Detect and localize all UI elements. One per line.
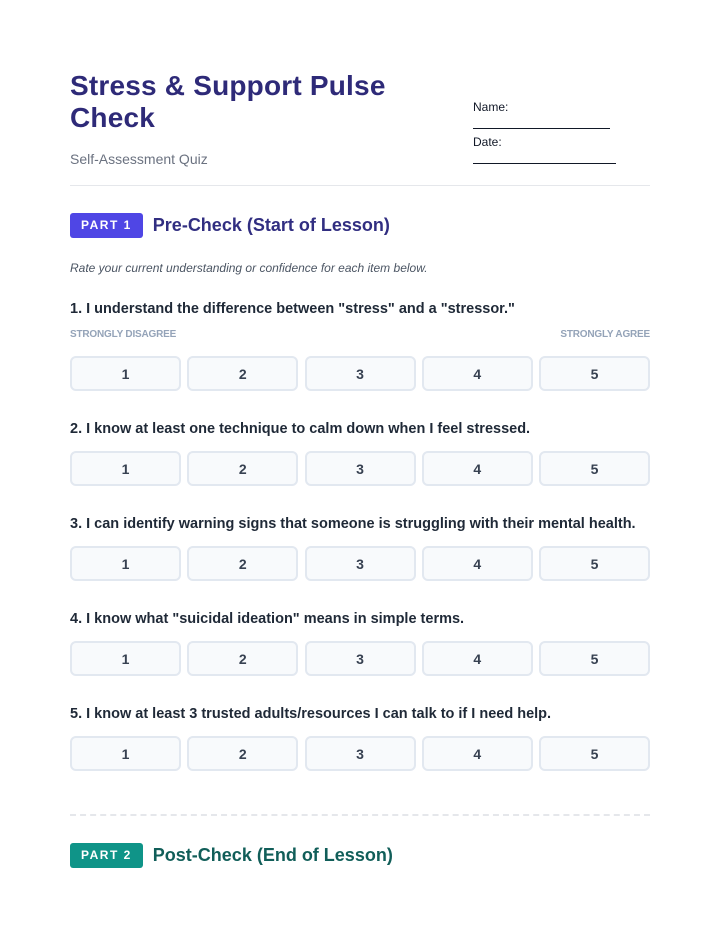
part2-heading xyxy=(70,843,393,868)
rating-option-5[interactable]: 5 xyxy=(539,451,650,486)
rating-option-1[interactable]: 1 xyxy=(70,546,181,581)
date-label: Date: xyxy=(473,135,502,149)
page-header xyxy=(70,68,650,186)
date-line xyxy=(473,163,616,164)
question-3 xyxy=(70,515,650,581)
question-text: 1. I understand the difference between "stress" and a "stressor." xyxy=(70,301,515,317)
date-field[interactable] xyxy=(473,135,623,170)
rating-option-3[interactable]: 3 xyxy=(305,641,416,676)
scale-labels xyxy=(70,329,650,343)
rating-option-4[interactable]: 4 xyxy=(422,356,533,391)
rating-option-4[interactable]: 4 xyxy=(422,736,533,771)
rating-option-1[interactable]: 1 xyxy=(70,451,181,486)
rating-option-3[interactable]: 3 xyxy=(305,546,416,581)
part1-instructions: Rate your current understanding or confidence for each item below. xyxy=(70,261,428,275)
question-2 xyxy=(70,420,650,486)
name-field[interactable] xyxy=(473,100,623,135)
rating-option-2[interactable]: 2 xyxy=(187,356,298,391)
rating-option-2[interactable]: 2 xyxy=(187,736,298,771)
part1-heading xyxy=(70,213,390,238)
rating-options xyxy=(70,641,650,676)
rating-option-2[interactable]: 2 xyxy=(187,641,298,676)
scale-high-label: STRONGLY AGREE xyxy=(560,329,650,340)
rating-option-4[interactable]: 4 xyxy=(422,451,533,486)
student-info xyxy=(473,100,623,170)
name-label: Name: xyxy=(473,100,509,114)
question-text: 5. I know at least 3 trusted adults/resources I can talk to if I need help. xyxy=(70,706,552,722)
part1-badge: PART 1 xyxy=(70,213,143,238)
rating-option-5[interactable]: 5 xyxy=(539,736,650,771)
rating-options xyxy=(70,736,650,771)
rating-option-3[interactable]: 3 xyxy=(305,451,416,486)
question-text: 2. I know at least one technique to calm down when I feel stressed. xyxy=(70,421,531,437)
rating-option-4[interactable]: 4 xyxy=(422,641,533,676)
rating-options xyxy=(70,356,650,391)
rating-option-1[interactable]: 1 xyxy=(70,736,181,771)
rating-option-2[interactable]: 2 xyxy=(187,546,298,581)
part1-title: Pre-Check (Start of Lesson) xyxy=(152,215,390,235)
rating-option-5[interactable]: 5 xyxy=(539,641,650,676)
part2-title: Post-Check (End of Lesson) xyxy=(152,845,393,865)
rating-option-3[interactable]: 3 xyxy=(305,356,416,391)
name-line xyxy=(473,128,610,129)
page-title: Stress & Support Pulse Check xyxy=(70,70,386,133)
rating-option-1[interactable]: 1 xyxy=(70,641,181,676)
question-text: 4. I know what "suicidal ideation" means in simple terms. xyxy=(70,611,465,627)
question-5 xyxy=(70,705,650,771)
section-divider xyxy=(70,814,650,816)
question-4 xyxy=(70,610,650,676)
rating-option-5[interactable]: 5 xyxy=(539,356,650,391)
rating-option-5[interactable]: 5 xyxy=(539,546,650,581)
rating-option-1[interactable]: 1 xyxy=(70,356,181,391)
scale-low-label: STRONGLY DISAGREE xyxy=(70,329,177,340)
rating-option-4[interactable]: 4 xyxy=(422,546,533,581)
page-subtitle: Self-Assessment Quiz xyxy=(70,151,208,167)
rating-options xyxy=(70,546,650,581)
rating-option-3[interactable]: 3 xyxy=(305,736,416,771)
part2-badge: PART 2 xyxy=(70,843,143,868)
question-text: 3. I can identify warning signs that someone is struggling with their mental health. xyxy=(70,516,636,532)
rating-option-2[interactable]: 2 xyxy=(187,451,298,486)
question-1 xyxy=(70,300,650,391)
rating-options xyxy=(70,451,650,486)
